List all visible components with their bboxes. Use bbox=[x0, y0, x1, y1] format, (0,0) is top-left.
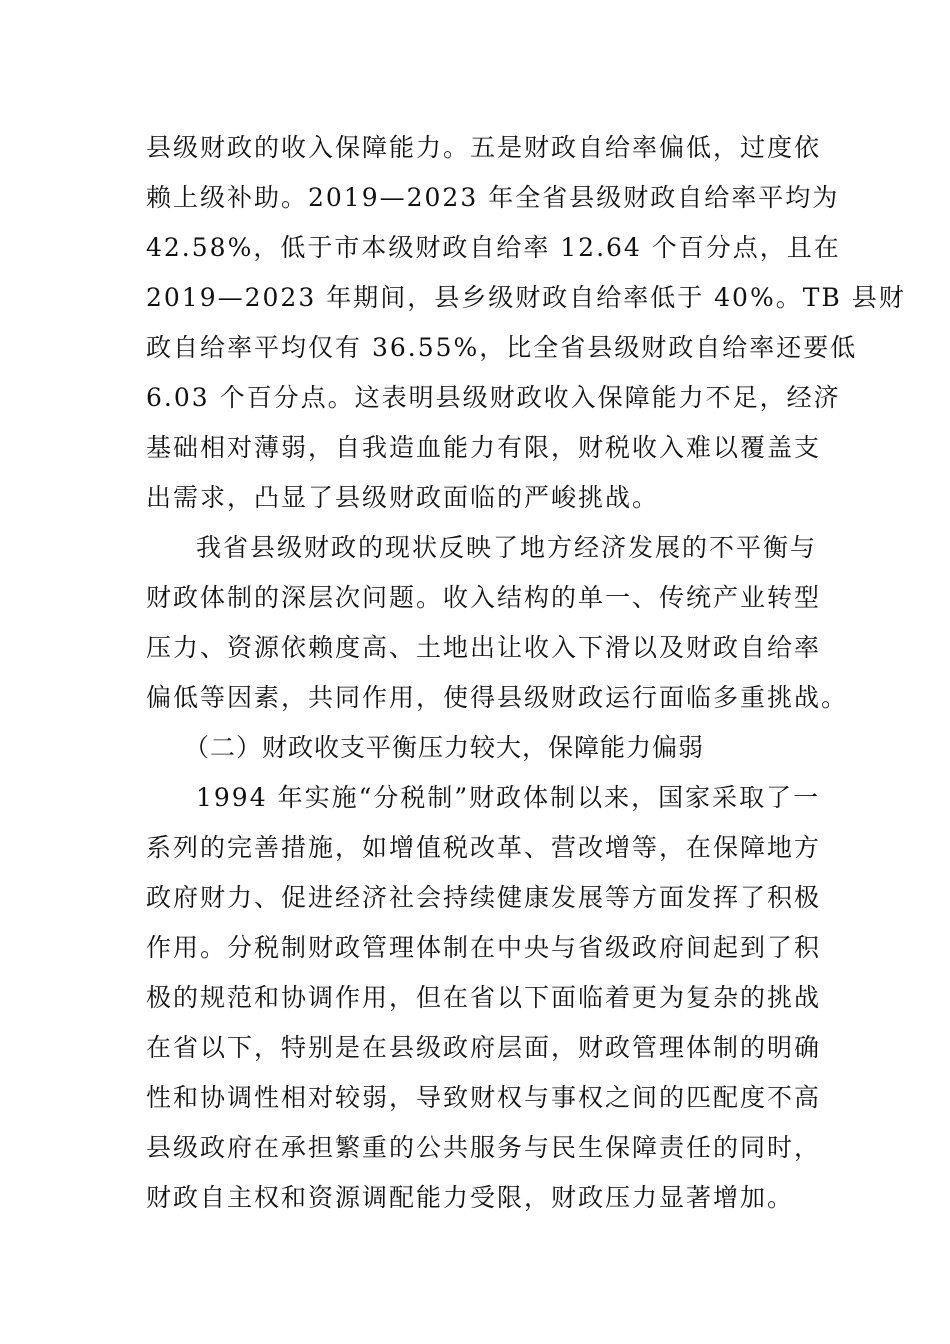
text-line: 系列的完善措施，如增值税改革、营改增等，在保障地方 bbox=[146, 833, 822, 862]
section-heading: （二）财政收支平衡压力较大，保障能力偏弱 bbox=[184, 733, 705, 762]
text-line: 县级财政的收入保障能力。五是财政自给率偏低，过度依 bbox=[146, 133, 822, 162]
text-line: 压力、资源依赖度高、土地出让收入下滑以及财政自给率 bbox=[146, 633, 822, 662]
text-line: 2019—2023 年期间，县乡级财政自给率低于 40%。TB 县财 bbox=[146, 283, 906, 312]
text-line: 42.58%，低于市本级财政自给率 12.64 个百分点，且在 bbox=[146, 233, 841, 262]
paragraph-first-line: 我省县级财政的现状反映了地方经济发展的不平衡与 bbox=[196, 533, 818, 562]
text-line: 偏低等因素，共同作用，使得县级财政运行面临多重挑战。 bbox=[146, 683, 849, 712]
text-line: 出需求，凸显了县级财政面临的严峻挑战。 bbox=[146, 483, 660, 512]
text-line: 赖上级补助。2019—2023 年全省县级财政自给率平均为 bbox=[146, 183, 840, 212]
text-line: 基础相对薄弱，自我造血能力有限，财税收入难以覆盖支 bbox=[146, 433, 822, 462]
text-line: 性和协调性相对较弱，导致财权与事权之间的匹配度不高 bbox=[146, 1083, 822, 1112]
text-line: 6.03 个百分点。这表明县级财政收入保障能力不足，经济 bbox=[146, 383, 841, 412]
text-line: 极的规范和协调作用，但在省以下面临着更为复杂的挑战 bbox=[146, 983, 822, 1012]
text-line: 政自给率平均仅有 36.55%，比全省县级财政自给率还要低 bbox=[146, 333, 858, 362]
text-line: 县级政府在承担繁重的公共服务与民生保障责任的同时， bbox=[146, 1133, 822, 1162]
text-line: 在省以下，特别是在县级政府层面，财政管理体制的明确 bbox=[146, 1033, 822, 1062]
text-line: 政府财力、促进经济社会持续健康发展等方面发挥了积极 bbox=[146, 883, 822, 912]
paragraph-first-line: 1994 年实施“分税制”财政体制以来，国家采取了一 bbox=[196, 783, 821, 812]
text-line: 财政自主权和资源调配能力受限，财政压力显著增加。 bbox=[146, 1183, 795, 1212]
text-line: 作用。分税制财政管理体制在中央与省级政府间起到了积 bbox=[146, 933, 822, 962]
text-line: 财政体制的深层次问题。收入结构的单一、传统产业转型 bbox=[146, 583, 822, 612]
